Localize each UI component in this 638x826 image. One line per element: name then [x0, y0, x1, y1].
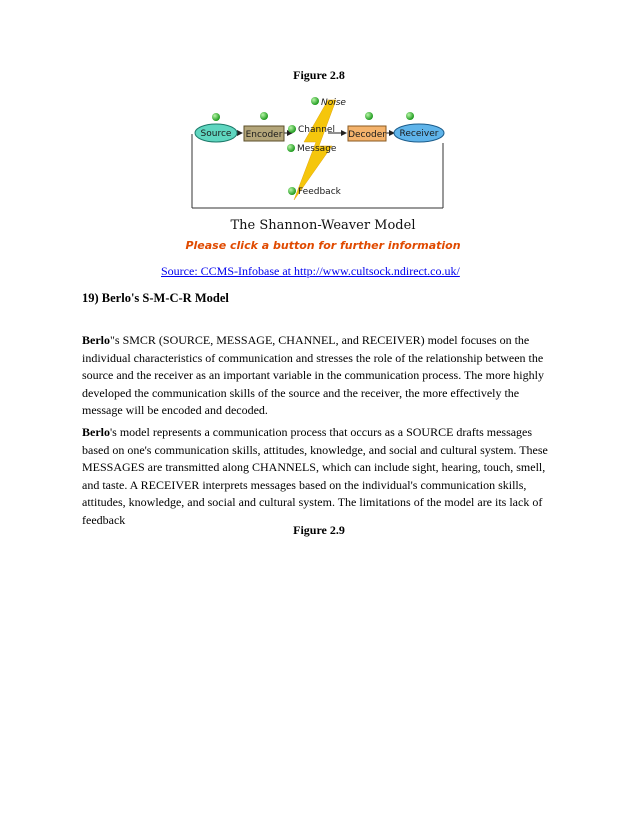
channel-label: Channel [298, 125, 335, 135]
paragraph-2-text: 's model represents a communication process that occurs as a SOURCE drafts messages based on one's communication skills, attitudes, knowledge, and social and cultural system. These MESSAGES are transmitted along CHANNELS, which can include sight, hearing, touch, smell, and taste. A RECEIVER interprets messages based on the individual's communication skills, attitudes, knowledge, and social and cultural system. The limitations of the model are its lack of feedback [82, 425, 548, 527]
noise-bullet-icon [311, 97, 319, 105]
paragraph-2 [82, 424, 552, 530]
encoder-label: Encoder [245, 130, 283, 140]
message-button[interactable] [287, 144, 337, 154]
message-label: Message [297, 144, 337, 154]
feedback-bullet-icon [288, 187, 296, 195]
channel-bullet-icon [288, 125, 296, 133]
figure-2-9-caption: Figure 2.9 [293, 523, 345, 537]
decoder-button[interactable] [348, 112, 386, 141]
click-hint: Please click a button for further information [185, 239, 461, 252]
source-link[interactable]: Source: CCMS-Infobase at http://www.cultsock.ndirect.co.uk/ [161, 264, 460, 278]
channel-button[interactable] [288, 125, 335, 135]
noise-button[interactable] [311, 97, 346, 108]
diagram-title: The Shannon-Weaver Model [230, 218, 416, 233]
receiver-bullet-icon [406, 112, 414, 120]
decoder-bullet-icon [365, 112, 373, 120]
paragraph-1-bold: Berlo [82, 333, 110, 347]
paragraph-1-text: "s SMCR (SOURCE, MESSAGE, CHANNEL, and RECEIVER) model focuses on the individual characteristics of communication and stresses the role of the relationship between the source and the receiver as an important variable in the communication process. The more highly developed the communication skills of the source and the receiver, the more effectively the message will be encoded and decoded. [82, 333, 544, 418]
paragraph-2-bold: Berlo [82, 425, 110, 439]
message-bullet-icon [287, 144, 295, 152]
source-bullet-icon [212, 113, 220, 121]
paragraph-1 [82, 332, 552, 420]
decoder-label: Decoder [348, 130, 386, 140]
noise-label: Noise [321, 98, 346, 108]
source-button[interactable] [195, 113, 237, 142]
source-label: Source [200, 129, 232, 139]
feedback-label: Feedback [298, 187, 341, 197]
shannon-weaver-diagram [180, 92, 466, 262]
section-heading: 19) Berlo's S-M-C-R Model [82, 291, 229, 305]
figure-2-8-caption: Figure 2.8 [293, 68, 345, 82]
encoder-button[interactable] [244, 112, 284, 141]
receiver-button[interactable] [394, 112, 444, 142]
receiver-label: Receiver [399, 129, 439, 139]
encoder-bullet-icon [260, 112, 268, 120]
